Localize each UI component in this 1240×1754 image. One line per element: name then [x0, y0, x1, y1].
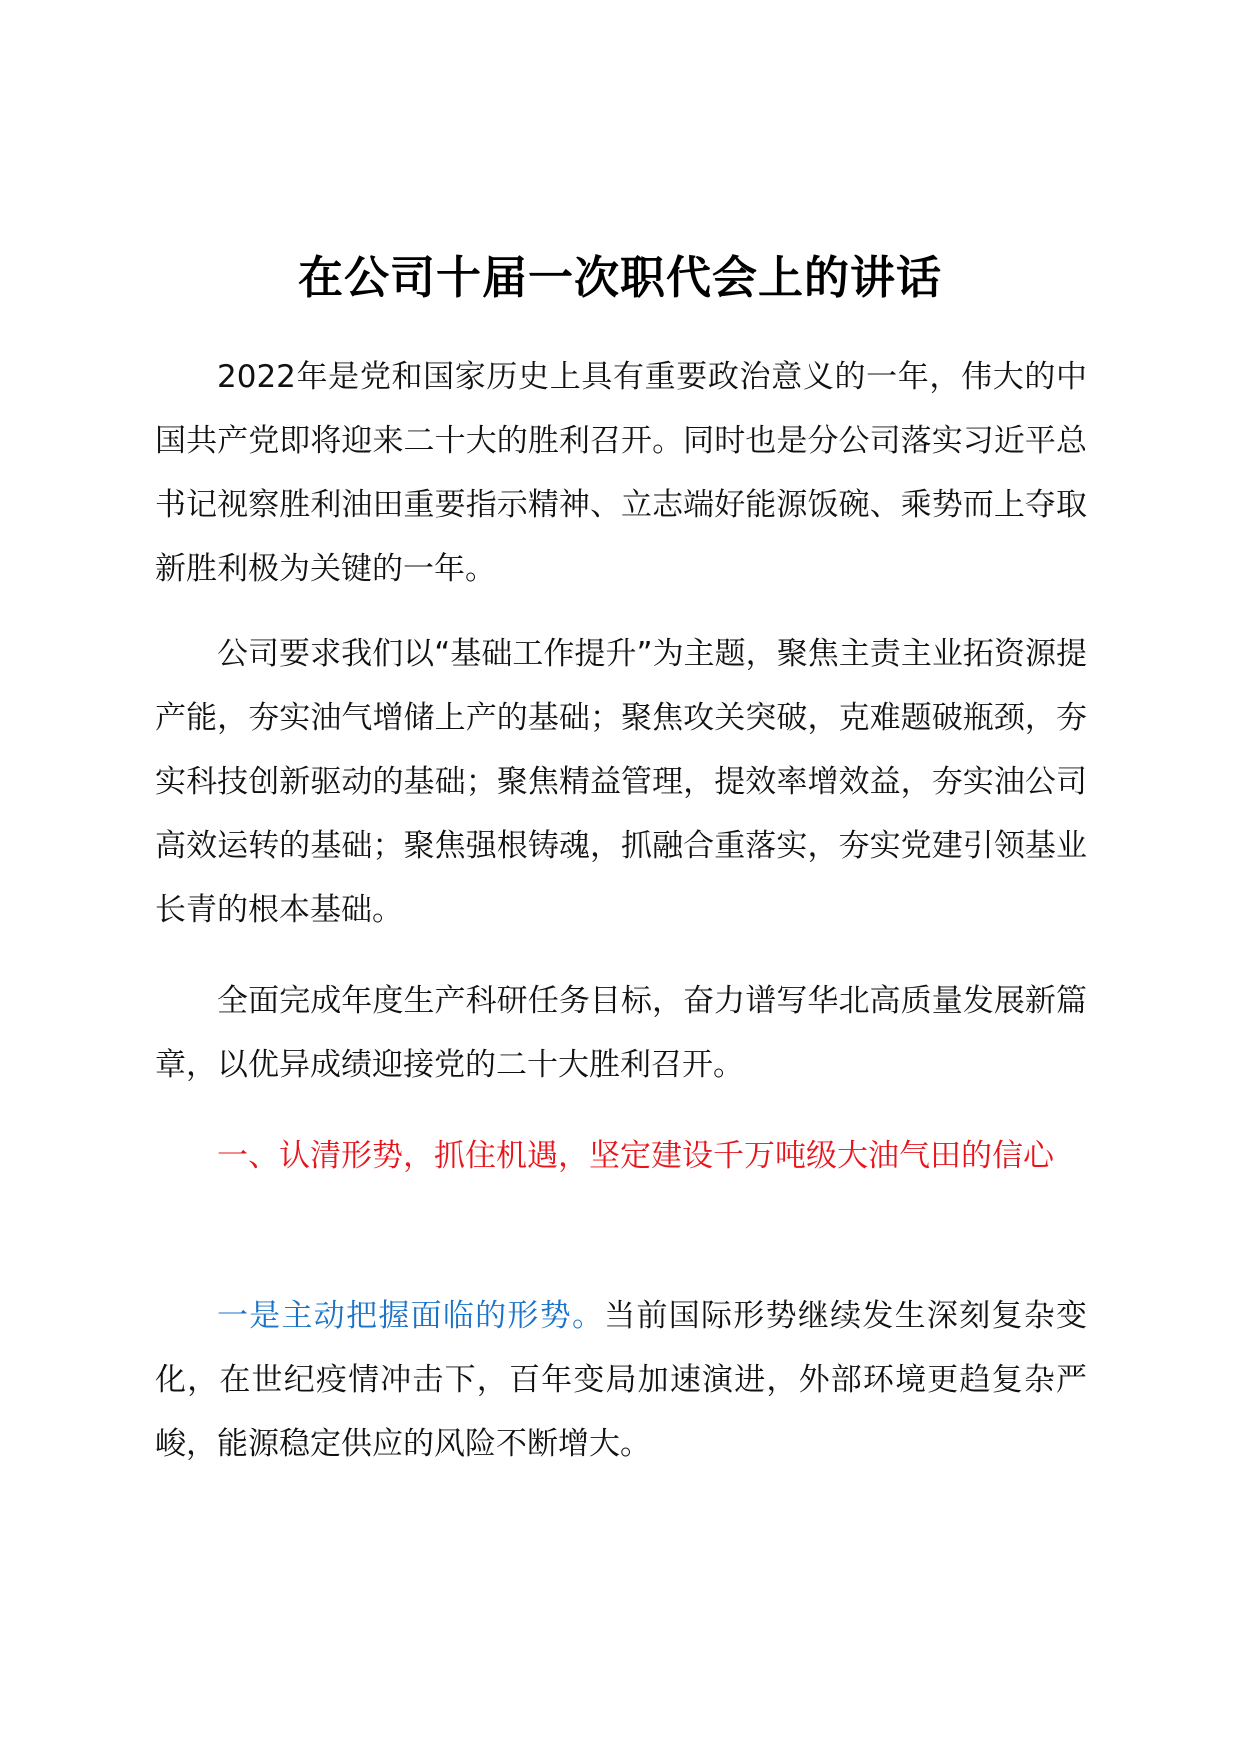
paragraph-point-one: [155, 1284, 1087, 1476]
paragraph-intro: 2022年是党和国家历史上具有重要政治意义的一年，伟大的中国共产党即将迎来二十大的胜利召开。同时也是分公司落实习近平总书记视察胜利油田重要指示精神、立志端好能源饭碗、乘势而上夺取新胜利极为关键的一年。: [155, 359, 1087, 587]
point-one-lead: 一是主动把握面临的形势。: [217, 1298, 605, 1334]
point-one-body: 当前国际形势继续发生深刻复杂变化，在世纪疫情冲击下，百年变局加速演进，外部环境更趋复杂严峻，能源稳定供应的风险不断增大。: [155, 1298, 1088, 1462]
paragraph-goals: 全面完成年度生产科研任务目标，奋力谱写华北高质量发展新篇章，以优异成绩迎接党的二十大胜利召开。: [155, 983, 1087, 1083]
paragraph-requirements: 公司要求我们以“基础工作提升”为主题，聚焦主责主业拓资源提产能，夯实油气增储上产的基础；聚焦攻关突破，克难题破瓶颈，夯实科技创新驱动的基础；聚焦精益管理，提效率增效益，夯实油公司高效运转的基础；聚焦强根铸魂，抓融合重落实，夯实党建引领基业长青的根本基础。: [155, 636, 1087, 928]
section-heading: 一、认清形势，抓住机遇，坚定建设千万吨级大油气田的信心: [217, 1138, 1054, 1174]
page-title: 在公司十届一次职代会上的讲话: [297, 251, 942, 304]
